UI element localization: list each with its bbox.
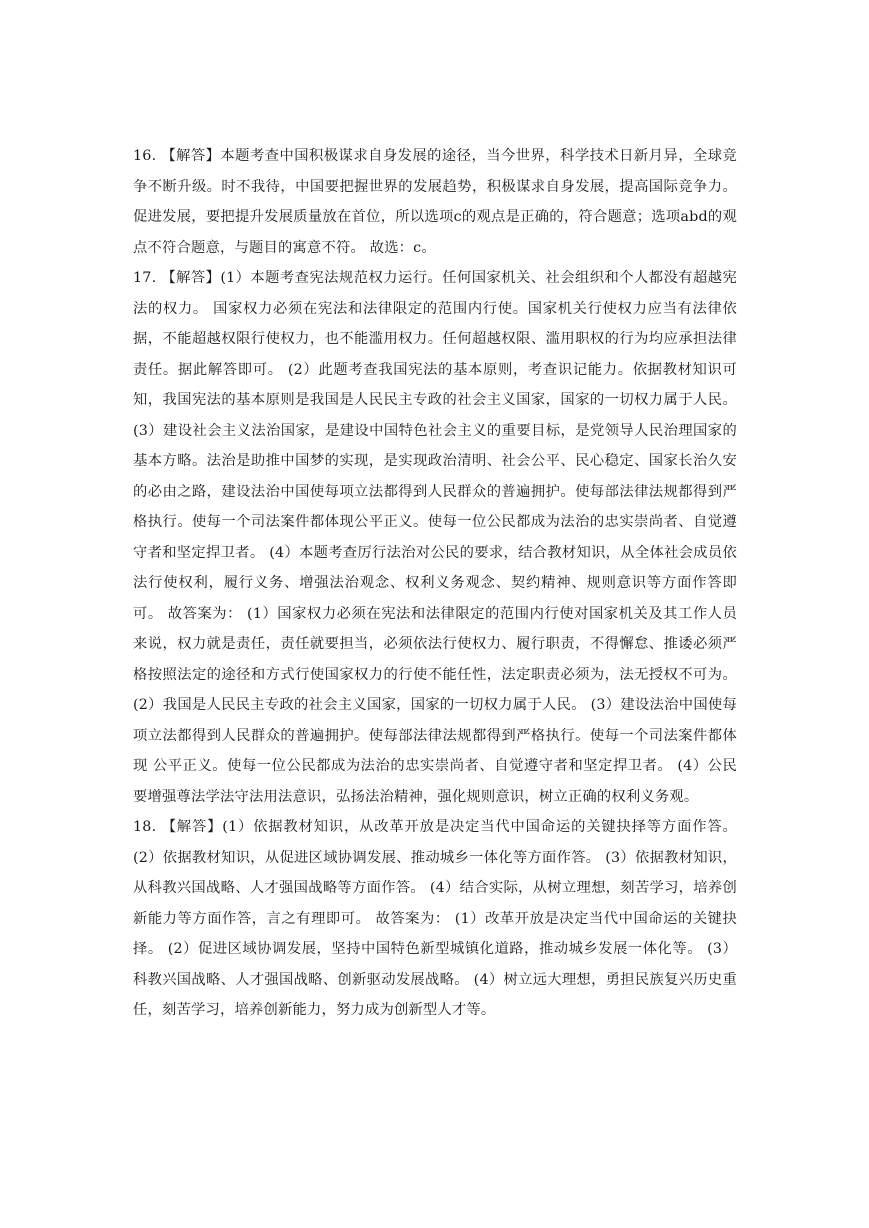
answer-16: 16. 【解答】本题考查中国积极谋求自身发展的途径，当今世界，科学技术日新月异，全球竞争不断升级。时不我待，中国要把握世界的发展趋势，积极谋求自身发展，提高国际竞争力。促进发展，要把提升发展质量放在首位，所以选项c的观点是正确的，符合题意；选项abd的观点不符合题意，与题目的寓意不符。 故选：c。 — [133, 148, 737, 256]
answer-18: 18. 【解答】(1）依据教材知识，从改革开放是决定当代中国命运的关键抉择等方面作答。 (2）依据教材知识，从促进区域协调发展、推动城乡一体化等方面作答。 (3）依据教材知识，从科教兴国战略、人才强国战略等方面作答。 (4）结合实际，从树立理想，刻苦学习，培养创新能力等方面作答，言之有理即可。 故答案为： (1）改革开放是决定当代中国命运的关键抉择。 (2）促进区域协调发展，坚持中国特色新型城镇化道路，推动城乡发展一体化等。 (3）科教兴国战略、人才强国战略、创新驱动发展战略。 (4）树立远大理想，勇担民族复兴历史重任，刻苦学习，培养创新能力，努力成为创新型人才等。 — [133, 819, 737, 1018]
answer-section — [133, 141, 737, 1026]
answer-17: 17. 【解答】(1）本题考查宪法规范权力运行。任何国家机关、社会组织和个人都没有超越宪法的权力。 国家权力必须在宪法和法律限定的范围内行使。国家机关行使权力应当有法律依据，不能超越权限行使权力，也不能滥用权力。任何超越权限、滥用职权的行为均应承担法律责任。据此解答即可。 (2）此题考查我国宪法的基本原则，考查识记能力。依据教材知识可知，我国宪法的基本原则是我国是人民民主专政的社会主义国家，国家的一切权力属于人民。 (3）建设社会主义法治国家，是建设中国特色社会主义的重要目标，是党领导人民治理国家的基本方略。法治是助推中国梦的实现，是实现政治清明、社会公平、民心稳定、国家长治久安的必由之路，建设法治中国使每项立法都得到人民群众的普遍拥护。使每部法律法规都得到严格执行。使每一个司法案件都体现公平正义。使每一位公民都成为法治的忠实崇尚者、自觉遵守者和坚定捍卫者。 (4）本题考查厉行法治对公民的要求，结合教材知识，从全体社会成员依法行使权利，履行义务、增强法治观念、权利义务观念、契约精神、规则意识等方面作答即可。 故答案为： (1）国家权力必须在宪法和法律限定的范围内行使对国家机关及其工作人员来说，权力就是责任，责任就要担当，必须依法行使权力、履行职责，不得懈怠、推诿必须严格按照法定的途径和方式行使国家权力的行使不能任性，法定职责必须为，法无授权不可为。 (2）我国是人民民主专政的社会主义国家，国家的一切权力属于人民。 (3）建设法治中国使每项立法都得到人民群众的普遍拥护。使每部法律法规都得到严格执行。使每一个司法案件都体现 公平正义。使每一位公民都成为法治的忠实崇尚者、自觉遵守者和坚定捍卫者。 (4）公民要增强尊法学法守法用法意识，弘扬法治精神，强化规则意识，树立正确的权利义务观。 — [133, 270, 737, 805]
